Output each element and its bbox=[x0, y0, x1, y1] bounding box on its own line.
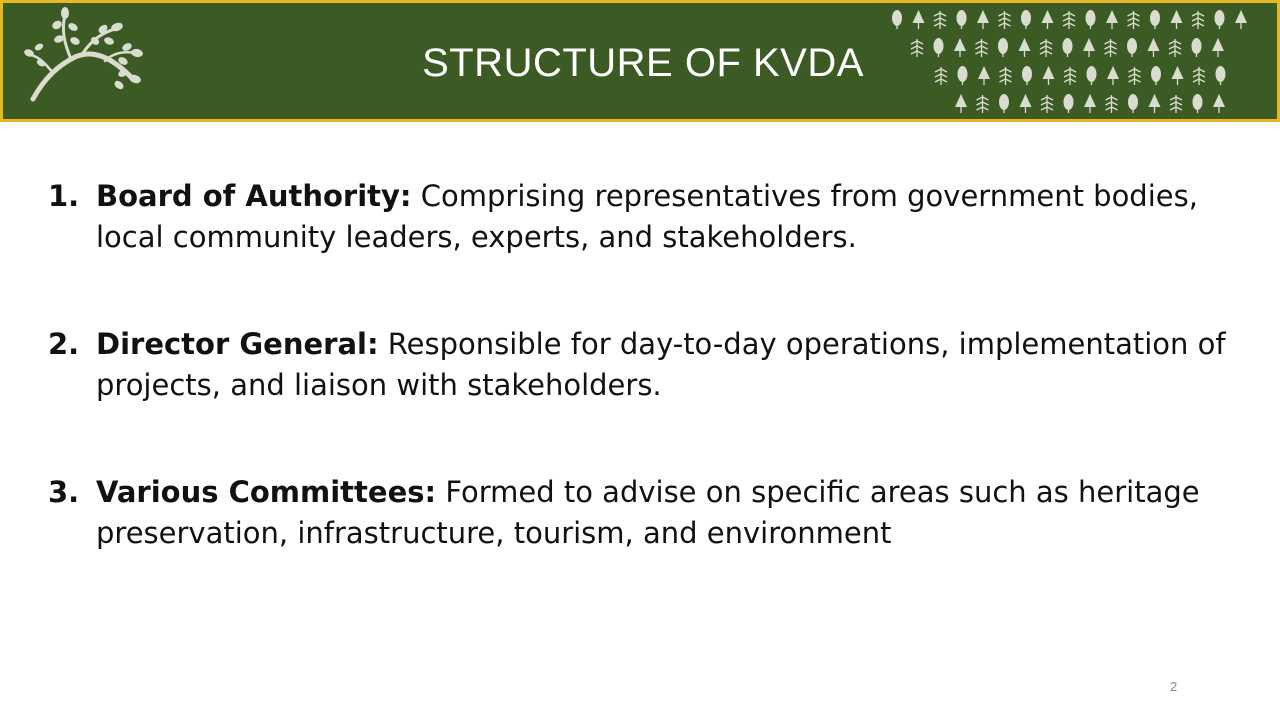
list-item-text: Responsible for day-to-day operations, implementation of projects, and liaison with stakeholders. bbox=[96, 327, 1226, 402]
list-item-board bbox=[48, 176, 1263, 258]
list-number: 1. bbox=[48, 179, 80, 213]
list-item-body bbox=[96, 176, 1263, 258]
list-item-term: Director General: bbox=[96, 327, 379, 361]
slide-header bbox=[0, 0, 1280, 122]
list-item-text: Comprising representatives from government bodies, local community leaders, experts, and stakeholders. bbox=[96, 179, 1198, 254]
list-item-text: Formed to advise on specific areas such as heritage preservation, infrastructure, tourism, and environment bbox=[96, 475, 1200, 550]
list-item-term: Various Committees: bbox=[96, 475, 437, 509]
list-item-term: Board of Authority: bbox=[96, 179, 412, 213]
list-number: 2. bbox=[48, 327, 80, 361]
structure-list bbox=[48, 176, 1263, 620]
page-number: 2 bbox=[1170, 679, 1178, 694]
tree-pattern-icon bbox=[883, 5, 1279, 121]
list-number: 3. bbox=[48, 475, 80, 509]
list-item-body bbox=[96, 324, 1263, 406]
slide-title: STRUCTURE OF KVDA bbox=[422, 41, 864, 85]
list-item-director bbox=[48, 324, 1263, 406]
list-item-body bbox=[96, 472, 1263, 554]
list-item-committees bbox=[48, 472, 1263, 554]
